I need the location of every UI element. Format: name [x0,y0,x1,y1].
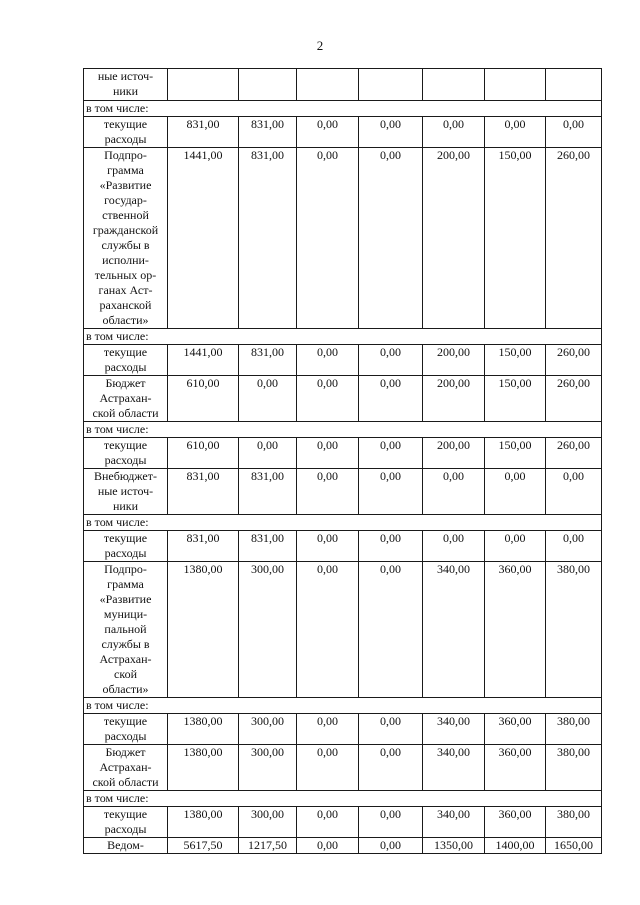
row-label-cell: Ведом- [84,838,168,854]
value-cell: 360,00 [485,562,546,698]
row-label-cell: ные источ- ники [84,69,168,101]
value-cell: 831,00 [239,148,297,329]
value-cell: 0,00 [423,469,485,515]
value-cell: 0,00 [546,531,602,562]
value-cell: 0,00 [297,469,359,515]
value-cell: 831,00 [168,117,239,148]
table-row [84,148,602,329]
value-cell: 360,00 [485,807,546,838]
value-cell: 0,00 [297,376,359,422]
table-row [84,69,602,101]
value-cell: 1350,00 [423,838,485,854]
value-cell: 0,00 [359,714,423,745]
table-row [84,345,602,376]
value-cell: 0,00 [297,745,359,791]
value-cell: 1217,50 [239,838,297,854]
value-cell: 360,00 [485,714,546,745]
value-cell: 340,00 [423,807,485,838]
value-cell: 0,00 [297,807,359,838]
value-cell: 0,00 [297,438,359,469]
value-cell: 360,00 [485,745,546,791]
subtotal-note-row [84,515,602,531]
value-cell: 260,00 [546,376,602,422]
value-cell [546,69,602,101]
table-row [84,745,602,791]
value-cell: 380,00 [546,745,602,791]
value-cell: 260,00 [546,148,602,329]
value-cell: 831,00 [239,469,297,515]
page-number: 2 [316,38,324,53]
value-cell: 0,00 [359,345,423,376]
value-cell: 0,00 [423,117,485,148]
value-cell [168,69,239,101]
value-cell: 610,00 [168,376,239,422]
row-label-cell: Подпро- грамма «Развитие муници- пальной службы в Астрахан- ской области» [84,562,168,698]
value-cell: 0,00 [359,562,423,698]
note-cell: в том числе: [84,422,602,438]
value-cell: 0,00 [297,148,359,329]
table-row [84,562,602,698]
value-cell: 300,00 [239,714,297,745]
table-row [84,531,602,562]
budget-table-body [84,69,602,854]
value-cell: 0,00 [297,531,359,562]
row-label-cell: текущие расходы [84,438,168,469]
subtotal-note-row [84,329,602,345]
value-cell: 0,00 [297,714,359,745]
value-cell: 831,00 [239,345,297,376]
value-cell: 300,00 [239,745,297,791]
value-cell: 300,00 [239,807,297,838]
value-cell [485,69,546,101]
value-cell: 0,00 [297,345,359,376]
value-cell: 831,00 [239,531,297,562]
table-row [84,807,602,838]
value-cell: 1400,00 [485,838,546,854]
subtotal-note-row [84,791,602,807]
value-cell: 0,00 [359,438,423,469]
value-cell: 0,00 [485,117,546,148]
value-cell: 340,00 [423,745,485,791]
note-cell: в том числе: [84,101,602,117]
value-cell: 340,00 [423,714,485,745]
value-cell: 831,00 [239,117,297,148]
value-cell: 380,00 [546,714,602,745]
value-cell: 150,00 [485,438,546,469]
value-cell: 1380,00 [168,714,239,745]
value-cell: 0,00 [239,438,297,469]
value-cell: 0,00 [485,469,546,515]
table-row [84,838,602,854]
value-cell: 0,00 [359,838,423,854]
row-label-cell: Подпро- грамма «Развитие государ- ственной гражданской службы в исполни- тельных ор- ганах Аст- раханской области» [84,148,168,329]
budget-table [83,68,602,854]
table-row [84,117,602,148]
value-cell: 300,00 [239,562,297,698]
value-cell: 340,00 [423,562,485,698]
value-cell: 0,00 [359,745,423,791]
value-cell: 5617,50 [168,838,239,854]
value-cell: 260,00 [546,345,602,376]
value-cell: 0,00 [359,117,423,148]
value-cell: 200,00 [423,376,485,422]
value-cell: 260,00 [546,438,602,469]
subtotal-note-row [84,101,602,117]
value-cell: 150,00 [485,148,546,329]
value-cell: 0,00 [423,531,485,562]
table-row [84,376,602,422]
value-cell: 0,00 [297,838,359,854]
value-cell: 0,00 [297,117,359,148]
value-cell: 0,00 [546,117,602,148]
value-cell: 150,00 [485,376,546,422]
value-cell: 831,00 [168,531,239,562]
note-cell: в том числе: [84,698,602,714]
value-cell [423,69,485,101]
table-row [84,469,602,515]
value-cell: 380,00 [546,562,602,698]
value-cell: 0,00 [359,531,423,562]
row-label-cell: текущие расходы [84,531,168,562]
value-cell: 610,00 [168,438,239,469]
value-cell: 1380,00 [168,745,239,791]
row-label-cell: текущие расходы [84,807,168,838]
value-cell: 200,00 [423,438,485,469]
value-cell: 380,00 [546,807,602,838]
row-label-cell: текущие расходы [84,117,168,148]
table-row [84,714,602,745]
value-cell [239,69,297,101]
value-cell [359,69,423,101]
note-cell: в том числе: [84,791,602,807]
value-cell: 0,00 [239,376,297,422]
value-cell: 200,00 [423,148,485,329]
table-row [84,438,602,469]
value-cell: 1441,00 [168,345,239,376]
value-cell: 0,00 [359,148,423,329]
row-label-cell: текущие расходы [84,345,168,376]
subtotal-note-row [84,422,602,438]
value-cell: 150,00 [485,345,546,376]
value-cell: 0,00 [359,376,423,422]
value-cell: 0,00 [359,807,423,838]
value-cell: 1380,00 [168,562,239,698]
value-cell: 0,00 [485,531,546,562]
note-cell: в том числе: [84,515,602,531]
note-cell: в том числе: [84,329,602,345]
row-label-cell: Бюджет Астрахан- ской области [84,745,168,791]
value-cell: 1441,00 [168,148,239,329]
value-cell: 0,00 [297,562,359,698]
value-cell: 1650,00 [546,838,602,854]
value-cell: 1380,00 [168,807,239,838]
value-cell: 200,00 [423,345,485,376]
subtotal-note-row [84,698,602,714]
row-label-cell: текущие расходы [84,714,168,745]
value-cell: 831,00 [168,469,239,515]
value-cell: 0,00 [359,469,423,515]
row-label-cell: Бюджет Астрахан- ской области [84,376,168,422]
value-cell: 0,00 [546,469,602,515]
row-label-cell: Внебюджет- ные источ- ники [84,469,168,515]
value-cell [297,69,359,101]
